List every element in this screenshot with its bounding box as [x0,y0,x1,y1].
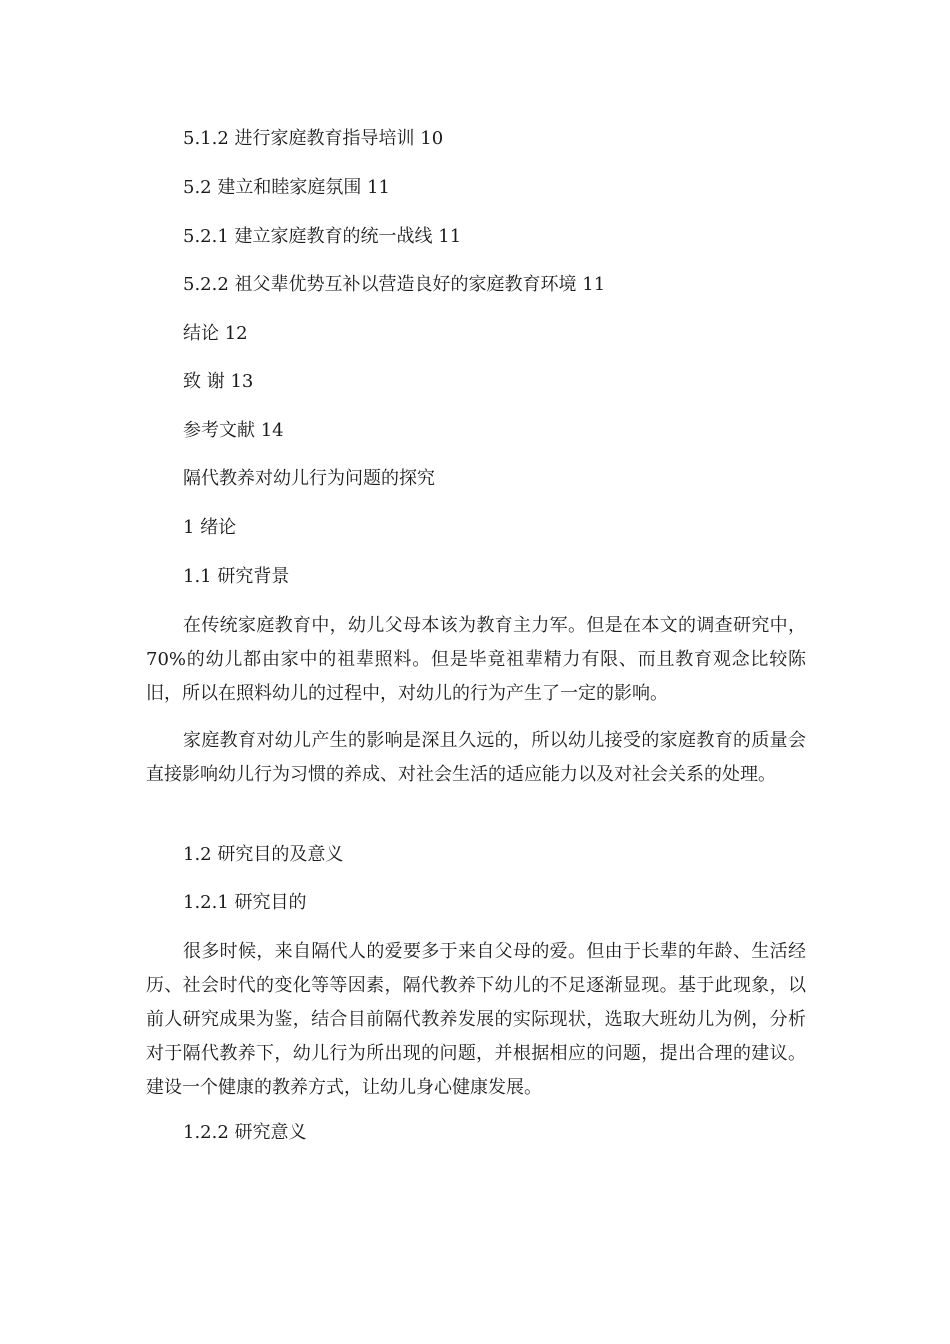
toc-entry: 5.1.2 进行家庭教育指导培训 10 [183,128,444,149]
body-paragraph: 在传统家庭教育中，幼儿父母本该为教育主力军。但是在本文的调查研究中，70%的幼儿都由家中的祖辈照料。但是毕竟祖辈精力有限、而且教育观念比较陈旧，所以在照料幼儿的过程中，对幼儿的行为产生了一定的影响。 [146,615,806,704]
toc-entry: 5.2 建立和睦家庭氛围 11 [183,177,390,198]
toc-entry: 5.2.2 祖父辈优势互补以营造良好的家庭教育环境 11 [183,274,606,295]
subsection-heading: 1.2 研究目的及意义 [183,844,344,865]
body-paragraph: 家庭教育对幼儿产生的影响是深且久远的，所以幼儿接受的家庭教育的质量会直接影响幼儿行为习惯的养成、对社会生活的适应能力以及对社会关系的处理。 [146,730,806,785]
section-heading: 1 绪论 [183,517,237,538]
toc-entry: 结论 12 [183,323,248,344]
toc-entry: 致 谢 13 [183,371,254,392]
subsubsection-heading: 1.2.2 研究意义 [183,1122,307,1143]
toc-entry: 5.2.1 建立家庭教育的统一战线 11 [183,226,462,247]
body-paragraph: 很多时候，来自隔代人的爱要多于来自父母的爱。但由于长辈的年龄、生活经历、社会时代的变化等等因素，隔代教养下幼儿的不足逐渐显现。基于此现象，以前人研究成果为鉴，结合目前隔代教养发展的实际现状，选取大班幼儿为例，分析对于隔代教养下，幼儿行为所出现的问题，并根据相应的问题，提出合理的建议。建设一个健康的教养方式，让幼儿身心健康发展。 [146,941,806,1098]
subsection-heading: 1.1 研究背景 [183,566,290,587]
toc-entry: 参考文献 14 [183,420,284,441]
document-title: 隔代教养对幼儿行为问题的探究 [183,468,435,489]
subsubsection-heading: 1.2.1 研究目的 [183,892,307,913]
